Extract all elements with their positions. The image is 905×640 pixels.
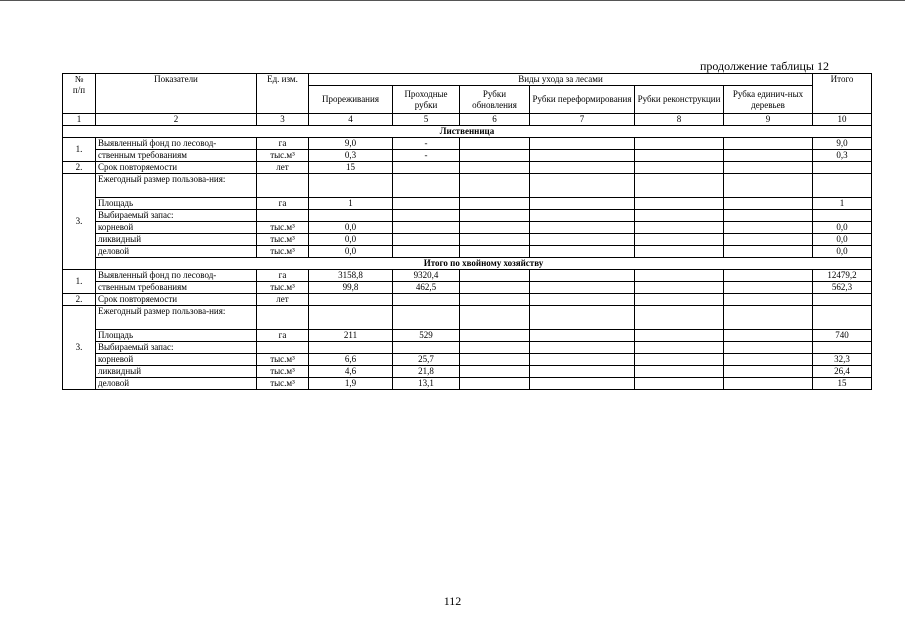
fund-volume-value-c7 [530, 150, 635, 162]
table-row [63, 294, 872, 306]
indicator-label: ликвидный [96, 366, 257, 378]
table-row [63, 354, 872, 366]
business-value-c9 [724, 246, 813, 258]
fund-volume-value-c4: 99,8 [309, 282, 393, 294]
unit-cell: га [257, 138, 309, 150]
root-value-c6 [460, 354, 530, 366]
period-value-c6 [460, 294, 530, 306]
table-row [63, 198, 872, 210]
root-value-c4: 0,0 [309, 222, 393, 234]
empty-cell [257, 210, 309, 222]
column-number: 6 [460, 114, 530, 126]
fund-area-value-c8 [635, 138, 724, 150]
area-value-c8 [635, 330, 724, 342]
area-value-c5: 529 [393, 330, 460, 342]
root-value-c7 [530, 222, 635, 234]
header-total-col: Итого [813, 74, 872, 114]
fund-volume-value-c6 [460, 282, 530, 294]
area-value-c4: 211 [309, 330, 393, 342]
column-number: 3 [257, 114, 309, 126]
header-thinning: Прореживания [309, 86, 393, 114]
fund-area-value-c4: 3158,8 [309, 270, 393, 282]
empty-cell [724, 306, 813, 330]
empty-cell [257, 342, 309, 354]
table-header [63, 74, 872, 126]
root-value-c5: 25,7 [393, 354, 460, 366]
liquid-value-c4: 0,0 [309, 234, 393, 246]
indicator-label: Выявленный фонд по лесовод- [96, 138, 257, 150]
column-number: 9 [724, 114, 813, 126]
business-value-c4: 1,9 [309, 378, 393, 390]
table-row [63, 378, 872, 390]
empty-cell [309, 306, 393, 330]
area-value-c10: 740 [813, 330, 872, 342]
unit-cell: тыс.м³ [257, 246, 309, 258]
root-value-c8 [635, 354, 724, 366]
empty-cell [393, 306, 460, 330]
fund-area-value-c5: 9320,4 [393, 270, 460, 282]
indicator-label: Выбираемый запас: [96, 210, 257, 222]
business-value-c7 [530, 378, 635, 390]
empty-cell [635, 210, 724, 222]
liquid-value-c8 [635, 366, 724, 378]
section-title: Итого по хвойному хозяйству [96, 258, 872, 270]
business-value-c7 [530, 246, 635, 258]
fund-volume-value-c8 [635, 150, 724, 162]
liquid-value-c6 [460, 234, 530, 246]
area-value-c6 [460, 330, 530, 342]
empty-cell [724, 174, 813, 198]
indicator-label: ственным требованиям [96, 150, 257, 162]
fund-volume-value-c10: 562,3 [813, 282, 872, 294]
business-value-c5: 13,1 [393, 378, 460, 390]
business-value-c6 [460, 378, 530, 390]
liquid-value-c9 [724, 234, 813, 246]
fund-area-value-c10: 9,0 [813, 138, 872, 150]
fund-area-value-c7 [530, 270, 635, 282]
period-value-c6 [460, 162, 530, 174]
indicator-label: Площадь [96, 330, 257, 342]
empty-cell [309, 210, 393, 222]
business-value-c10: 0,0 [813, 246, 872, 258]
fund-volume-value-c7 [530, 282, 635, 294]
root-value-c9 [724, 354, 813, 366]
header-reform: Рубки переформирования [530, 86, 635, 114]
indicator-label: деловой [96, 246, 257, 258]
table-row [63, 222, 872, 234]
header-number-col: № п/п [63, 74, 96, 114]
indicator-label: Срок повторяемости [96, 294, 257, 306]
empty-cell [635, 306, 724, 330]
indicator-label: Ежегодный размер пользова-ния: [96, 306, 257, 330]
fund-area-value-c4: 9,0 [309, 138, 393, 150]
indicator-label: Площадь [96, 198, 257, 210]
liquid-value-c7 [530, 366, 635, 378]
fund-volume-value-c5: 462,5 [393, 282, 460, 294]
fund-area-value-c9 [724, 270, 813, 282]
empty-cell [530, 306, 635, 330]
period-value-c7 [530, 162, 635, 174]
indicator-label: Выявленный фонд по лесовод- [96, 270, 257, 282]
table-row [63, 330, 872, 342]
period-value-c5 [393, 162, 460, 174]
root-value-c7 [530, 354, 635, 366]
column-number: 7 [530, 114, 635, 126]
header-reconstruction: Рубки реконструкции [635, 86, 724, 114]
indicator-label: Ежегодный размер пользова-ния: [96, 174, 257, 198]
root-value-c8 [635, 222, 724, 234]
empty-cell [813, 342, 872, 354]
row-number: 2. [63, 162, 96, 174]
period-value-c7 [530, 294, 635, 306]
liquid-value-c5: 21,8 [393, 366, 460, 378]
column-number: 2 [96, 114, 257, 126]
column-number: 1 [63, 114, 96, 126]
header-unit-col: Ед. изм. [257, 74, 309, 114]
empty-cell [257, 174, 309, 198]
empty-cell [813, 174, 872, 198]
period-value-c10 [813, 162, 872, 174]
fund-area-value-c8 [635, 270, 724, 282]
empty-cell [393, 174, 460, 198]
unit-cell: тыс.м³ [257, 366, 309, 378]
period-value-c10 [813, 294, 872, 306]
area-value-c6 [460, 198, 530, 210]
business-value-c9 [724, 378, 813, 390]
root-value-c6 [460, 222, 530, 234]
header-passage: Проходные рубки [393, 86, 460, 114]
section-title-row [63, 258, 872, 270]
empty-cell [813, 210, 872, 222]
header-single-trees: Рубка единич-ных деревьев [724, 86, 813, 114]
indicator-label: Выбираемый запас: [96, 342, 257, 354]
liquid-value-c7 [530, 234, 635, 246]
table-row [63, 270, 872, 282]
unit-cell: га [257, 198, 309, 210]
fund-area-value-c9 [724, 138, 813, 150]
row-number: 3. [63, 306, 96, 390]
table-body [63, 126, 872, 390]
header-indicators-col: Показатели [96, 74, 257, 114]
empty-cell [724, 210, 813, 222]
area-value-c9 [724, 330, 813, 342]
unit-cell: тыс.м³ [257, 222, 309, 234]
column-numbers-row [63, 114, 872, 126]
table-caption: продолжение таблицы 12 [699, 59, 829, 73]
row-number: 1. [63, 138, 96, 162]
indicator-label: корневой [96, 222, 257, 234]
unit-cell: га [257, 270, 309, 282]
empty-cell [257, 306, 309, 330]
table-row [63, 246, 872, 258]
table-row [63, 162, 872, 174]
liquid-value-c5 [393, 234, 460, 246]
period-value-c9 [724, 294, 813, 306]
root-value-c9 [724, 222, 813, 234]
table-row [63, 210, 872, 222]
fund-area-value-c5: - [393, 138, 460, 150]
empty-cell [724, 342, 813, 354]
table-row [63, 174, 872, 198]
unit-cell: тыс.м³ [257, 378, 309, 390]
fund-volume-value-c8 [635, 282, 724, 294]
liquid-value-c8 [635, 234, 724, 246]
section-title-row [63, 126, 872, 138]
unit-cell: тыс.м³ [257, 150, 309, 162]
fund-volume-value-c4: 0,3 [309, 150, 393, 162]
period-value-c4: 15 [309, 162, 393, 174]
empty-cell [530, 342, 635, 354]
area-value-c8 [635, 198, 724, 210]
empty-cell [460, 306, 530, 330]
indicator-label: корневой [96, 354, 257, 366]
table-row [63, 138, 872, 150]
liquid-value-c6 [460, 366, 530, 378]
row-number: 3. [63, 174, 96, 270]
fund-volume-value-c9 [724, 150, 813, 162]
table-row [63, 282, 872, 294]
period-value-c8 [635, 162, 724, 174]
empty-cell [813, 306, 872, 330]
liquid-value-c9 [724, 366, 813, 378]
unit-cell: тыс.м³ [257, 282, 309, 294]
fund-volume-value-c10: 0,3 [813, 150, 872, 162]
liquid-value-c4: 4,6 [309, 366, 393, 378]
fund-area-value-c6 [460, 138, 530, 150]
root-value-c5 [393, 222, 460, 234]
column-number: 5 [393, 114, 460, 126]
business-value-c6 [460, 246, 530, 258]
indicator-label: ликвидный [96, 234, 257, 246]
empty-cell [460, 210, 530, 222]
root-value-c4: 6,6 [309, 354, 393, 366]
fund-area-value-c7 [530, 138, 635, 150]
row-number: 1. [63, 270, 96, 294]
area-value-c9 [724, 198, 813, 210]
period-value-c8 [635, 294, 724, 306]
empty-cell [460, 342, 530, 354]
forest-care-table [62, 73, 872, 390]
area-value-c7 [530, 198, 635, 210]
unit-cell: тыс.м³ [257, 234, 309, 246]
header-renewal: Рубки обновления [460, 86, 530, 114]
root-value-c10: 0,0 [813, 222, 872, 234]
indicator-label: Срок повторяемости [96, 162, 257, 174]
fund-volume-value-c6 [460, 150, 530, 162]
header-care-types: Виды ухода за лесами [309, 74, 813, 86]
liquid-value-c10: 0,0 [813, 234, 872, 246]
area-value-c7 [530, 330, 635, 342]
liquid-value-c10: 26,4 [813, 366, 872, 378]
fund-area-value-c6 [460, 270, 530, 282]
table-row [63, 150, 872, 162]
area-value-c4: 1 [309, 198, 393, 210]
period-value-c5 [393, 294, 460, 306]
empty-cell [309, 174, 393, 198]
business-value-c10: 15 [813, 378, 872, 390]
area-value-c10: 1 [813, 198, 872, 210]
area-value-c5 [393, 198, 460, 210]
business-value-c8 [635, 246, 724, 258]
section-title: Лиственница [63, 126, 872, 138]
empty-cell [635, 342, 724, 354]
column-number: 8 [635, 114, 724, 126]
unit-cell: га [257, 330, 309, 342]
table-row [63, 366, 872, 378]
table-row [63, 234, 872, 246]
empty-cell [530, 174, 635, 198]
indicator-label: ственным требованиям [96, 282, 257, 294]
top-scan-edge [0, 0, 905, 1]
business-value-c8 [635, 378, 724, 390]
empty-cell [393, 210, 460, 222]
row-number: 2. [63, 294, 96, 306]
empty-cell [309, 342, 393, 354]
empty-cell [460, 174, 530, 198]
page-number: 112 [443, 594, 462, 608]
fund-area-value-c10: 12479,2 [813, 270, 872, 282]
business-value-c5 [393, 246, 460, 258]
table-row [63, 306, 872, 330]
period-value-c9 [724, 162, 813, 174]
table-row [63, 342, 872, 354]
period-value-c4 [309, 294, 393, 306]
indicator-label: деловой [96, 378, 257, 390]
fund-volume-value-c5: - [393, 150, 460, 162]
root-value-c10: 32,3 [813, 354, 872, 366]
empty-cell [635, 174, 724, 198]
empty-cell [393, 342, 460, 354]
empty-cell [530, 210, 635, 222]
unit-cell: тыс.м³ [257, 354, 309, 366]
business-value-c4: 0,0 [309, 246, 393, 258]
column-number: 10 [813, 114, 872, 126]
fund-volume-value-c9 [724, 282, 813, 294]
unit-cell: лет [257, 294, 309, 306]
column-number: 4 [309, 114, 393, 126]
unit-cell: лет [257, 162, 309, 174]
